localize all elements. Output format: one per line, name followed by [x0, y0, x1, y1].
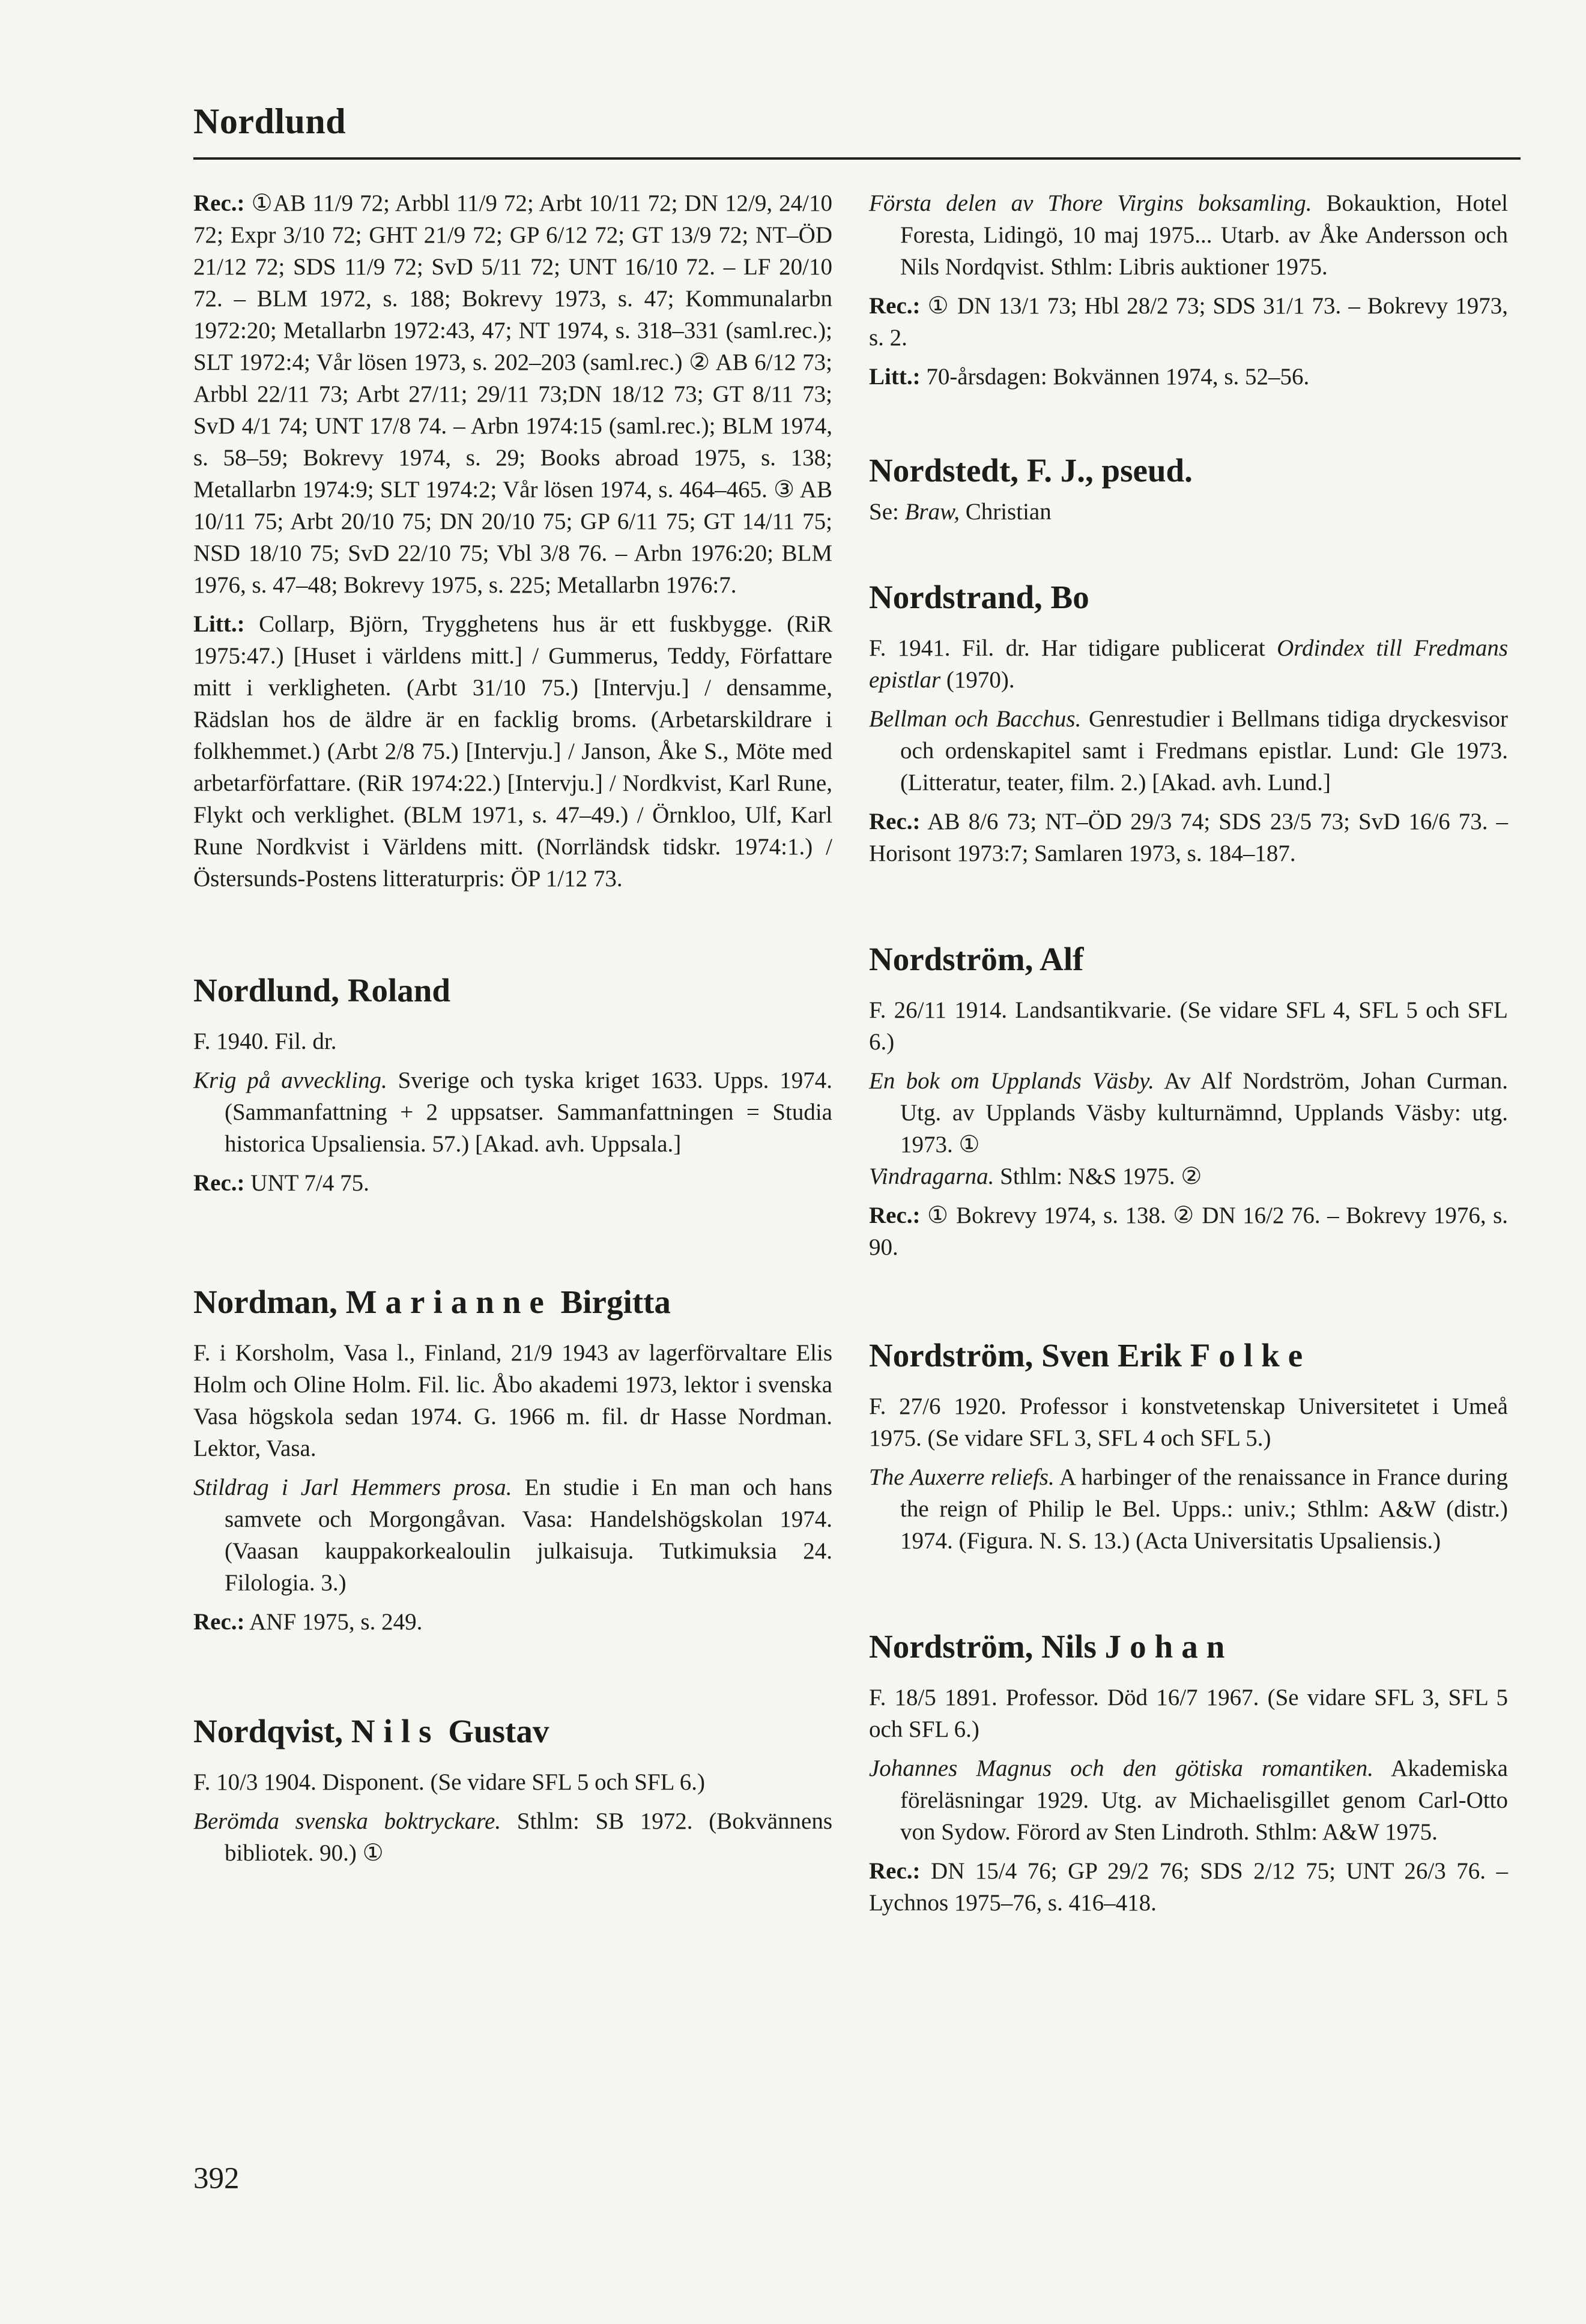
work	[869, 1160, 1508, 1192]
rec-text: ①AB 11/9 72; Arbbl 11/9 72; Arbt 10/11 72; DN 12/9, 24/10 72; Expr 3/10 72; GHT 21/9 72; GP 6/12 72; GT 13/9 72; NT–ÖD 21/12 72; SDS 11/9 72; SvD 5/11 72; UNT 16/10 72. – LF 20/10 72. – BLM 1972, s. 188; Bokrevy 1973, s. 47; Kommunalarbn 1972:20; Metallarbn 1972:43, 47; NT 1974, s. 318–331 (saml.rec.); SLT 1972:4; Vår lösen 1973, s. 202–203 (saml.rec.) ② AB 6/12 73; Arbbl 22/11 73; Arbt 27/11; 29/11 73;DN 18/12 73; GT 8/11 73; SvD 4/1 74; UNT 17/8 74. – Arbn 1974:15 (saml.rec.); BLM 1974, s. 58–59; Bokrevy 1974, s. 29; Books abroad 1975, s. 138; Metallarbn 1974:9; SLT 1974:2; Vår lösen 1974, s. 464–465. ③ AB 10/11 75; Arbt 20/10 75; DN 20/10 75; GP 6/11 75; GT 14/11 75; NSD 18/10 75; SvD 22/10 75; Vbl 3/8 76. – Arbn 1976:20; BLM 1976, s. 47–48; Bokrevy 1975, s. 225; Metallarbn 1976:7.	[193, 190, 832, 598]
bio-italic: Ordindex till Fredmans epistlar	[869, 635, 1508, 693]
entry-nordlund-roland	[193, 971, 832, 1199]
entry-heading: Nordstrand, Bo	[869, 579, 1089, 615]
bio: F. 18/5 1891. Professor. Död 16/7 1967. (Se vidare SFL 3, SFL 5 och SFL 6.)	[869, 1685, 1508, 1742]
rec-text: UNT 7/4 75.	[250, 1170, 369, 1196]
literature	[869, 361, 1508, 393]
heading-part: Gustav	[440, 1713, 549, 1749]
work-text: Genrestudier i Bellmans tidiga dryckesvisor och ordenskapitel samt i Fredmans epistlar. Lund: Gle 1973. (Litteratur, teater, film. 2.) [Akad. avh. Lund.]	[900, 706, 1509, 795]
work	[869, 703, 1508, 798]
reviews	[869, 806, 1508, 869]
work	[869, 1065, 1508, 1160]
see-reference	[869, 496, 1508, 528]
bio: F. 26/11 1914. Landsantikvarie. (Se vidare SFL 4, SFL 5 och SFL 6.)	[869, 997, 1508, 1055]
work	[869, 1752, 1508, 1848]
litt-text: Collarp, Björn, Trygghetens hus är ett fuskbygge. (RiR 1975:47.) [Huset i världens mitt.] / Gummerus, Teddy, Författare mitt i verkligheten. (Arbt 31/10 75.) [Intervju.] / densamme, Rädslan hos de äldre är en facklig broms. (Arbetarskildrare i folkhemmet.) (Arbt 2/8 75.) [Intervju.] / Janson, Åke S., Möte med arbetarförfattare. (RiR 1974:22.) [Intervju.] / Nordkvist, Karl Rune, Flykt och verklighet. (BLM 1971, s. 47–49.) / Örnkloo, Ulf, Karl Rune Nordkvist i Världens mitt. (Norrländsk tidskr. 1974:1.) / Östersunds-Postens litteraturpris: ÖP 1/12 73.	[193, 611, 832, 892]
work-title: The Auxerre reliefs.	[869, 1464, 1055, 1490]
work	[869, 1461, 1508, 1557]
see-name: Braw,	[904, 499, 960, 525]
reviews	[193, 1606, 832, 1638]
heading-spaced-name: Johan	[1104, 1628, 1233, 1665]
entry-heading	[193, 1712, 832, 1751]
entry-heading	[193, 1283, 832, 1321]
bio: F. 10/3 1904. Disponent. (Se vidare SFL 5 och SFL 6.)	[193, 1769, 705, 1795]
see-rest: Christian	[959, 499, 1052, 525]
bio-end: (1970).	[940, 667, 1015, 693]
rec-label: Rec.:	[193, 1609, 245, 1635]
nordlund-literature	[193, 608, 832, 895]
bio: F. i Korsholm, Vasa l., Finland, 21/9 1943 av lagerförvaltare Elis Holm och Oline Holm. Fil. lic. Åbo akademi 1973, lektor i svenska Vasa högskola sedan 1974. G. 1966 m. fil. dr Hasse Nordman. Lektor, Vasa.	[193, 1340, 832, 1461]
rec-label: Rec.:	[193, 1170, 245, 1196]
bio: F. 27/6 1920. Professor i konstvetenskap Universitetet i Umeå 1975. (Se vidare SFL 3, SFL 4 och SFL 5.)	[869, 1393, 1508, 1451]
nordlund-reviews	[193, 187, 832, 601]
work-text: Av Alf Nordström, Johan Curman. Utg. av Upplands Väsby kulturnämnd, Upplands Väsby: utg. 1973. ①	[900, 1068, 1508, 1157]
rec-label: Rec.:	[869, 1858, 921, 1884]
heading-part: Nordman,	[193, 1284, 346, 1320]
right-column	[869, 187, 1508, 1926]
reviews	[869, 1855, 1508, 1919]
entry-nordlund-continued	[193, 187, 832, 895]
page-number: 392	[193, 2162, 240, 2196]
see-prefix: Se:	[869, 499, 905, 525]
litt-text: 70-årsdagen: Bokvännen 1974, s. 52–56.	[926, 364, 1310, 390]
reviews	[869, 1200, 1508, 1263]
bio: F. 1940. Fil. dr.	[193, 1028, 337, 1054]
entry-nordqvist-continued	[869, 187, 1508, 393]
rec-label: Rec.:	[869, 293, 921, 319]
header-rule	[193, 157, 1521, 160]
work-text: A harbinger of the renaissance in France during the reign of Philip le Bel. Upps.: univ.; Sthlm: A&W (distr.) 1974. (Figura. N. S. 13.) (Acta Universitatis Upsaliensis.)	[900, 1464, 1508, 1554]
work-text: Akademiska föreläsningar 1929. Utg. av Michaelisgillet genom Carl-Otto von Sydow. Förord av Sten Lindroth. Sthlm: A&W 1975.	[900, 1755, 1508, 1845]
bio	[869, 632, 1508, 696]
entry-heading: Nordström, Alf	[869, 941, 1084, 977]
work-title: Stildrag i Jarl Hemmers prosa.	[193, 1474, 512, 1500]
bio-text: F. 1941. Fil. dr. Har tidigare publicerat	[869, 635, 1277, 661]
entry-nordstrand	[869, 578, 1508, 869]
work	[193, 1471, 832, 1599]
heading-part: Nordström, Sven Erik	[869, 1337, 1190, 1374]
entry-nordqvist	[193, 1712, 832, 1869]
work-title: Vindragarna.	[869, 1164, 994, 1189]
work	[193, 1064, 832, 1160]
heading-spaced-name: Marianne	[345, 1284, 552, 1320]
heading-spaced-name: Folke	[1190, 1337, 1312, 1374]
work-text: Sverige och tyska kriget 1633. Upps. 1974. (Sammanfattning + 2 uppsatser. Sammanfattningen = Studia historica Upsaliensia. 57.) [Akad. avh. Uppsala.]	[225, 1067, 833, 1157]
heading-part: Nordqvist,	[193, 1713, 351, 1749]
entry-nordstedt	[869, 451, 1508, 528]
rec-label: Rec.:	[869, 1203, 921, 1228]
work-title: En bok om Upplands Väsby.	[869, 1068, 1155, 1094]
work	[193, 1805, 832, 1869]
rec-label: Rec.:	[869, 809, 921, 835]
work-title: Första delen av Thore Virgins boksamling.	[869, 190, 1312, 216]
left-column	[193, 187, 832, 1876]
running-head: Nordlund	[193, 101, 347, 141]
entry-nordstrom-sven-erik	[869, 1336, 1508, 1557]
entry-heading: Nordlund, Roland	[193, 972, 450, 1009]
reviews	[869, 290, 1508, 354]
litt-label: Litt.:	[193, 611, 245, 637]
work-title: Krig på avveckling.	[193, 1067, 387, 1093]
rec-text: ① DN 13/1 73; Hbl 28/2 73; SDS 31/1 73. – Bokrevy 1973, s. 2.	[869, 293, 1509, 351]
work-text: Bokauktion, Hotel Foresta, Lidingö, 10 maj 1975... Utarb. av Åke Andersson och Nils Nordqvist. Sthlm: Libris auktioner 1975.	[900, 190, 1509, 280]
entry-heading	[869, 1628, 1508, 1666]
rec-text: ① Bokrevy 1974, s. 138. ② DN 16/2 76. – Bokrevy 1976, s. 90.	[869, 1203, 1508, 1260]
entry-nordman	[193, 1283, 832, 1638]
rec-text: AB 8/6 73; NT–ÖD 29/3 74; SDS 23/5 73; SvD 16/6 73. – Horisont 1973:7; Samlaren 1973, s. 184–187.	[869, 809, 1508, 866]
litt-label: Litt.:	[869, 364, 921, 390]
heading-spaced-name: Nils	[351, 1713, 440, 1749]
work-title: Bellman och Bacchus.	[869, 706, 1082, 732]
heading-part: Nordström, Nils	[869, 1628, 1105, 1665]
work-text: Sthlm: SB 1972. (Bokvännens bibliotek. 90.) ①	[225, 1808, 832, 1866]
rec-text: DN 15/4 76; GP 29/2 76; SDS 2/12 75; UNT 26/3 76. – Lychnos 1975–76, s. 416–418.	[869, 1858, 1509, 1916]
heading-part: Birgitta	[552, 1284, 671, 1320]
work-text: En studie i En man och hans samvete och Morgongåvan. Vasa: Handelshögskolan 1974. (Vaasan kauppakorkealoulin julkaisuja. Tutkimuksia 24. Filologia. 3.)	[225, 1474, 833, 1596]
work-title: Johannes Magnus och den götiska romantiken.	[869, 1755, 1374, 1781]
entry-heading	[869, 1336, 1508, 1375]
work-text: Sthlm: N&S 1975. ②	[1000, 1164, 1202, 1189]
rec-label: Rec.:	[193, 190, 245, 216]
work-title: Berömda svenska boktryckare.	[193, 1808, 501, 1834]
entry-nordstrom-alf	[869, 940, 1508, 1263]
entry-heading: Nordstedt, F. J., pseud.	[869, 452, 1193, 489]
work	[869, 187, 1508, 283]
reviews	[193, 1167, 832, 1199]
rec-text: ANF 1975, s. 249.	[249, 1609, 423, 1635]
entry-nordstrom-nils	[869, 1628, 1508, 1919]
